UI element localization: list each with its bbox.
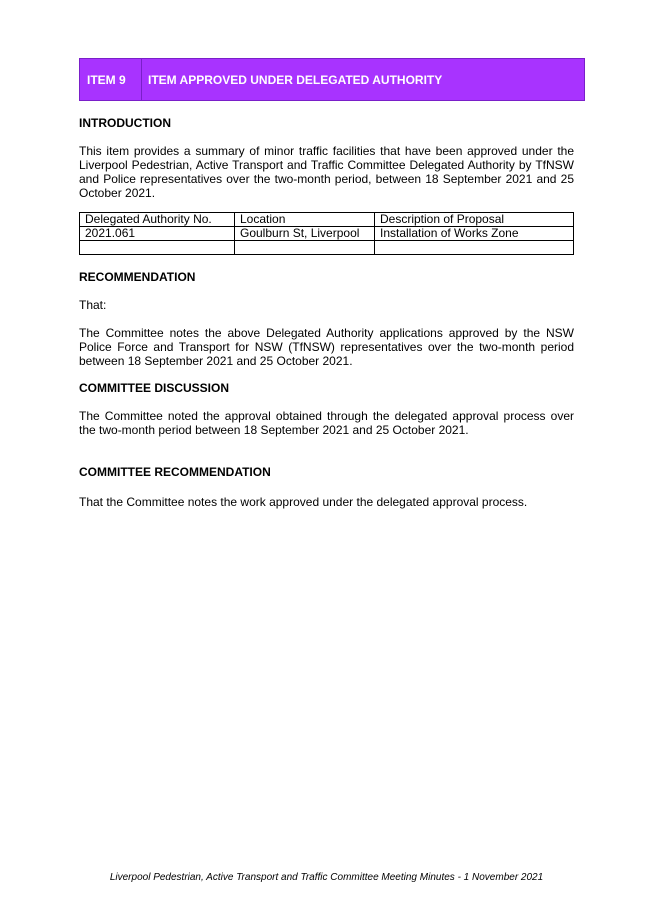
committee-discussion-heading: COMMITTEE DISCUSSION <box>79 381 230 395</box>
table-cell: Installation of Works Zone <box>375 227 574 241</box>
table-header-cell: Location <box>235 213 375 227</box>
table-cell: Goulburn St, Liverpool <box>235 227 375 241</box>
table-cell <box>235 241 375 255</box>
committee-recommendation-text: That the Committee notes the work approved under the delegated approval process. <box>79 495 528 509</box>
table-header-cell: Delegated Authority No. <box>80 213 235 227</box>
delegated-authority-table <box>79 212 574 255</box>
committee-recommendation-heading: COMMITTEE RECOMMENDATION <box>79 465 271 479</box>
item-number: ITEM 9 <box>80 59 142 100</box>
table-cell <box>375 241 574 255</box>
table-cell: 2021.061 <box>80 227 235 241</box>
introduction-heading: INTRODUCTION <box>79 116 171 130</box>
footer-text: Liverpool Pedestrian, Active Transport and Traffic Committee Meeting Minutes - 1 November 2021 <box>109 872 544 883</box>
committee-discussion-text: The Committee noted the approval obtained through the delegated approval process over the two-month period between 18 September 2021 and 25 October 2021. <box>79 409 574 437</box>
table-header-row <box>80 213 574 227</box>
item-title: ITEM APPROVED UNDER DELEGATED AUTHORITY <box>148 72 443 87</box>
recommendation-that: That: <box>79 298 107 312</box>
table-header-cell: Description of Proposal <box>375 213 574 227</box>
item-header-bar <box>79 58 585 101</box>
table-cell <box>80 241 235 255</box>
page-footer <box>0 872 653 883</box>
table-row <box>80 241 574 255</box>
table-row <box>80 227 574 241</box>
recommendation-text: The Committee notes the above Delegated Authority applications approved by the NSW Police Force and Transport for NSW (TfNSW) representatives over the two-month period between 18 September 2021 and 25 October 2021. <box>79 326 574 368</box>
recommendation-heading: RECOMMENDATION <box>79 270 196 284</box>
introduction-text: This item provides a summary of minor traffic facilities that have been approved under the Liverpool Pedestrian, Active Transport and Traffic Committee Delegated Authority by TfNSW and Police representatives over the two-month period, between 18 September 2021 and 25 October 2021. <box>79 144 574 200</box>
